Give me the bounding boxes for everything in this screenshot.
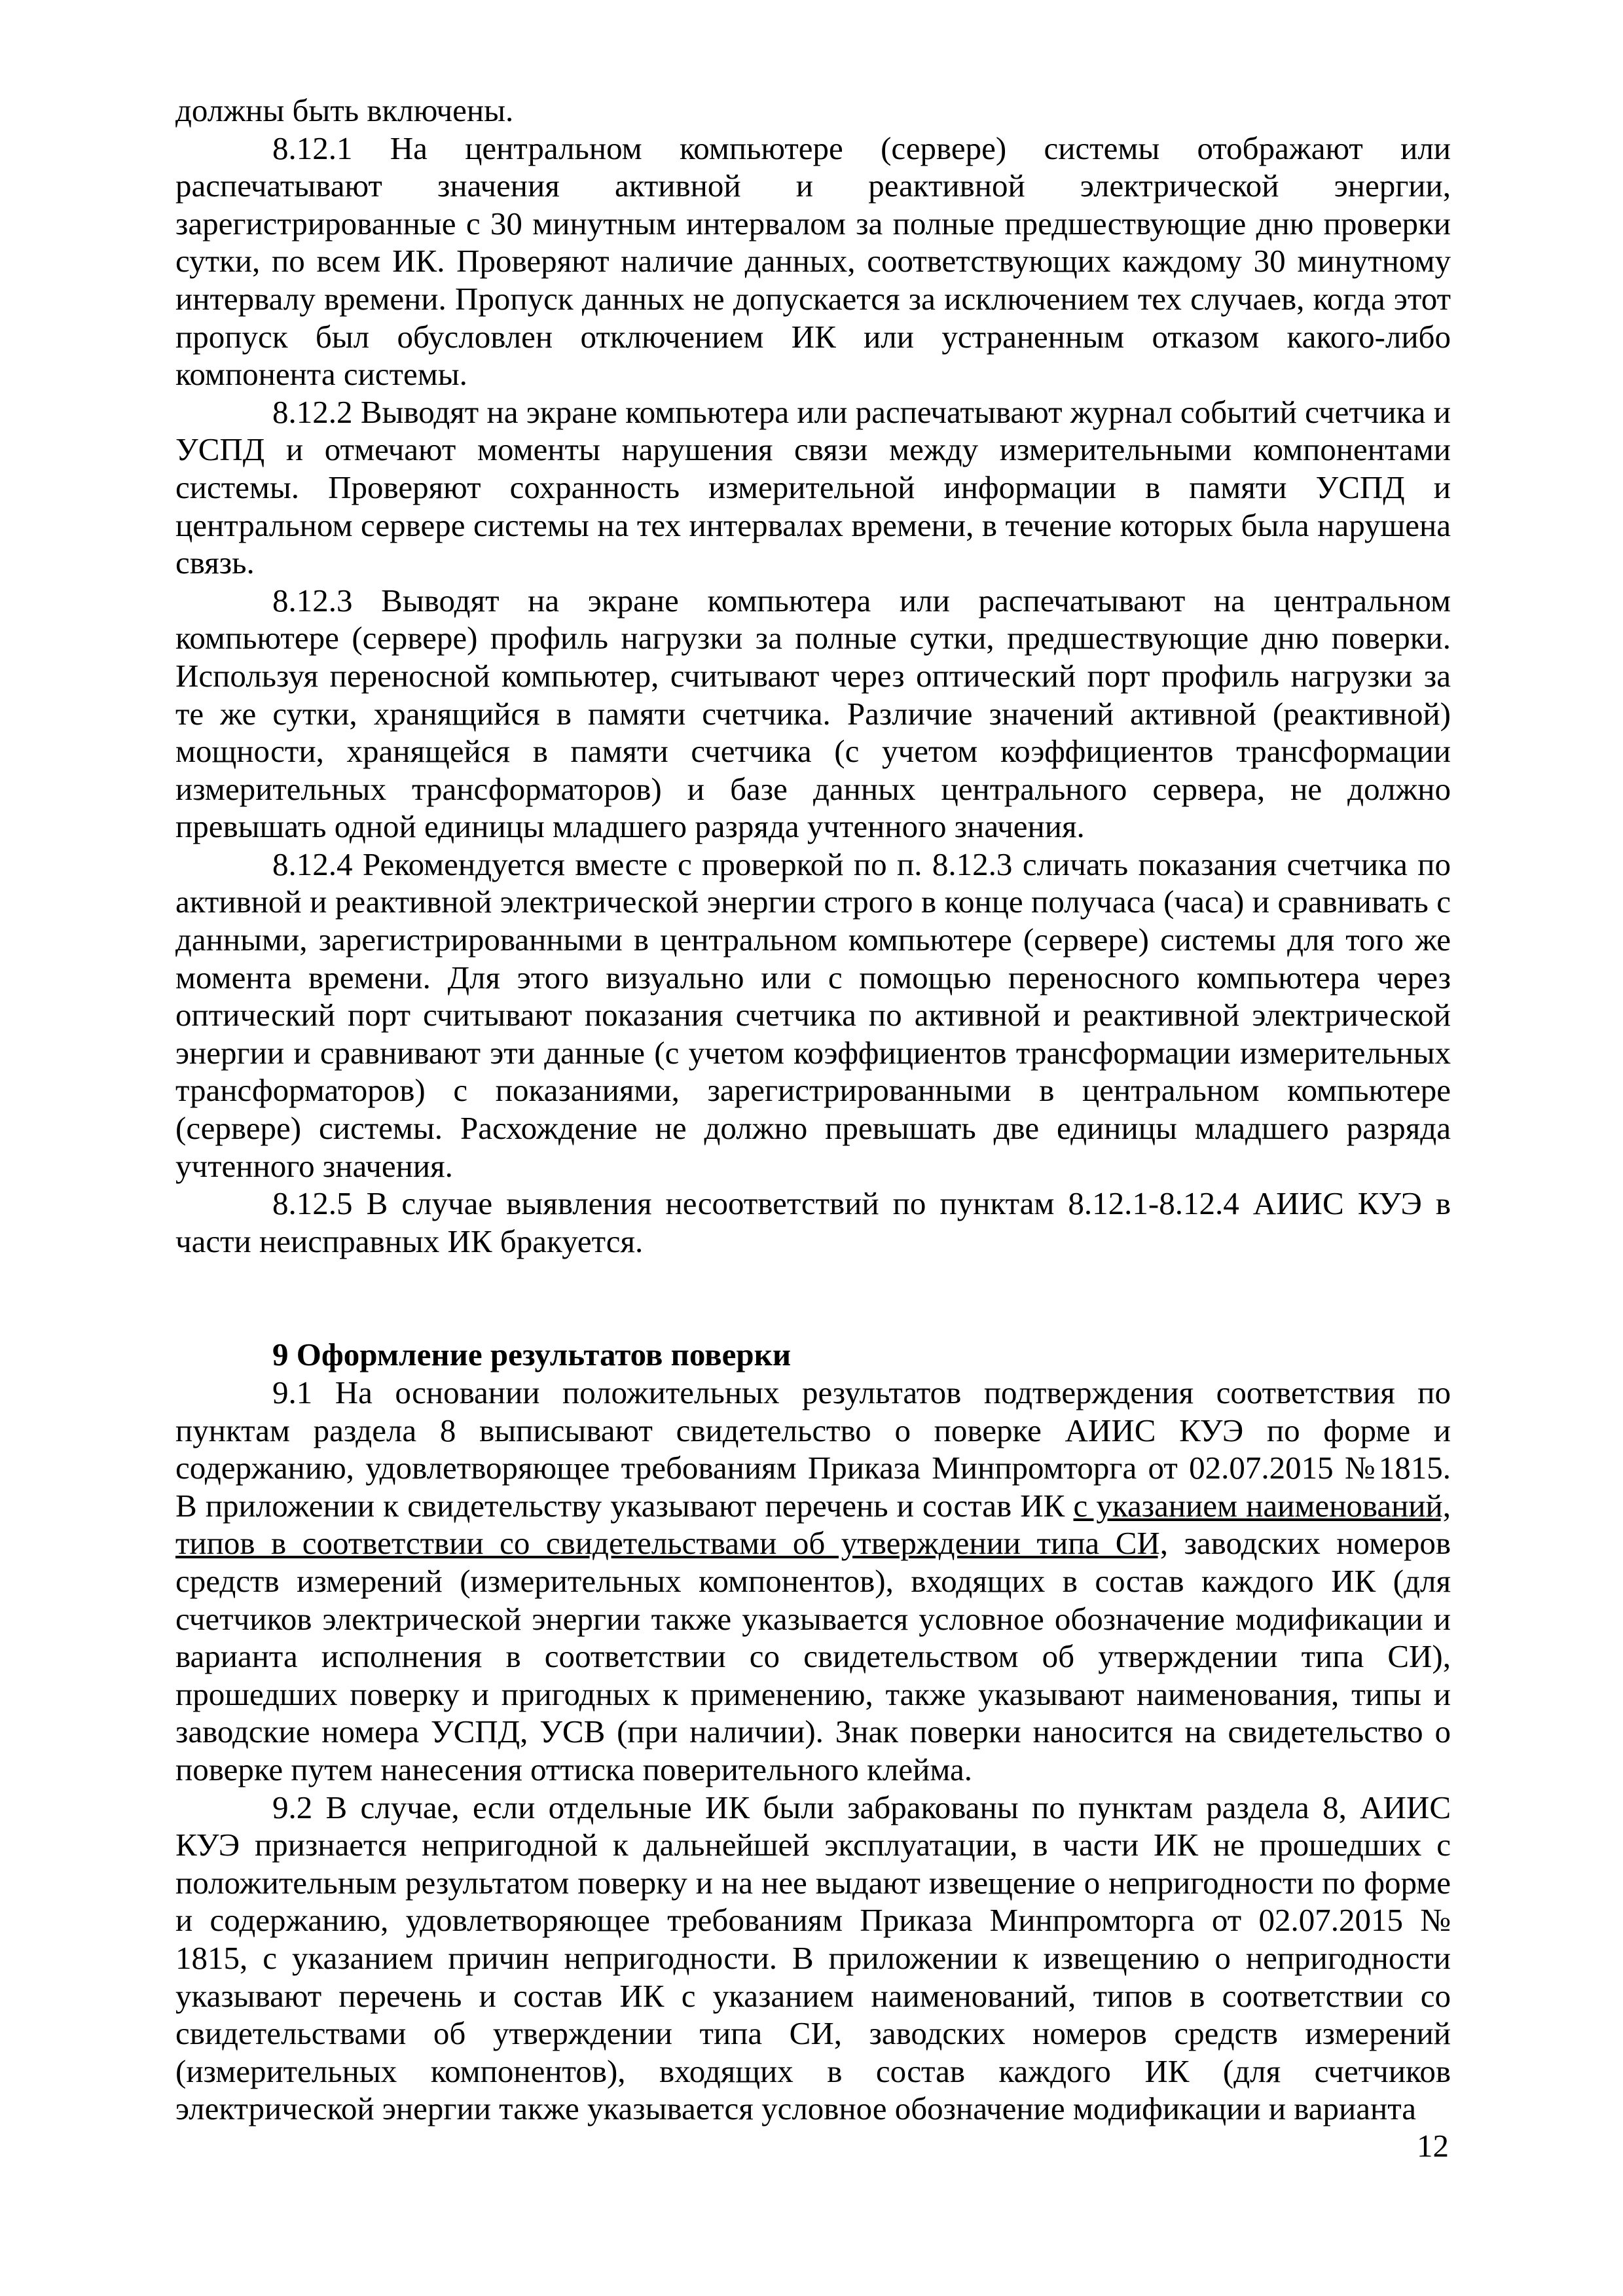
- paragraph-8-12-1: 8.12.1 На центральном компьютере (сервере) системы отображают или распечатывают значения активной и реактивной электрической энергии, зарегистрированные с 30 минутным интервалом за полные предшествующие дню проверки сутки, по всем ИК. Проверяют наличие данных, соответствующих каждому 30 минутному интервалу времени. Пропуск данных не допускается за исключением тех случаев, когда этот пропуск был обусловлен отключением ИК или устраненным отказом какого-либо компонента системы.: [175, 130, 1451, 393]
- paragraph-9-1-underlined: с указанием наименований, типов в соответствии со свидетельствами об утверждении типа СИ,: [175, 1487, 1451, 1562]
- paragraph-8-12-5: 8.12.5 В случае выявления несоответствий по пунктам 8.12.1-8.12.4 АИИС КУЭ в части неисправных ИК бракуется.: [175, 1185, 1451, 1259]
- paragraph-8-12-3: 8.12.3 Выводят на экране компьютера или распечатывают на центральном компьютере (сервере) профиль нагрузки за полные сутки, предшествующие дню поверки. Используя переносной компьютер, считывают через оптический порт профиль нагрузки за те же сутки, хранящийся в памяти счетчика. Различие значений активной (реактивной) мощности, хранящейся в памяти счетчика (с учетом коэффициентов трансформации измерительных трансформаторов) и базе данных центрального сервера, не должно превышать одной единицы младшего разряда учтенного значения.: [175, 582, 1451, 845]
- paragraph-8-12-4: 8.12.4 Рекомендуется вместе с проверкой по п. 8.12.3 сличать показания счетчика по активной и реактивной электрической энергии строго в конце получаса (часа) и сравнивать с данными, зарегистрированными в центральном компьютере (сервере) системы для того же момента времени. Для этого визуально или с помощью переносного компьютера через оптический порт считывают показания счетчика по активной и реактивной электрической энергии и сравнивают эти данные (с учетом коэффициентов трансформации измерительных трансформаторов) с показаниями, зарегистрированными в центральном компьютере (сервере) системы. Расхождение не должно превышать две единицы младшего разряда учтенного значения.: [175, 846, 1451, 1184]
- section-9-heading: 9 Оформление результатов поверки: [272, 1336, 792, 1373]
- paragraph-9-1: [175, 1374, 1451, 1789]
- paragraph-9-1-end: заводских номеров средств измерений (измерительных компонентов), входящих в состав каждого ИК (для счетчиков электрической энергии также указывается условное обозначение модификации и варианта исполнения в соответствии со свидетельством об утверждении типа СИ), прошедших поверку и пригодных к применению, также указывают наименования, типы и заводские номера УСПД, УСВ (при наличии). Знак поверки наносится на свидетельство о поверке путем нанесения оттиска поверительного клейма.: [175, 1525, 1451, 1787]
- body-text: [175, 92, 1451, 2128]
- paragraph-8-12-2: 8.12.2 Выводят на экране компьютера или распечатывают журнал событий счетчика и УСПД и отмечают моменты нарушения связи между измерительными компонентами системы. Проверяют сохранность измерительной информации в памяти УСПД и центральном сервере системы на тех интервалах времени, в течение которых была нарушена связь.: [175, 393, 1451, 581]
- paragraph-9-1-start: 9.1 На основании положительных результатов подтверждения соответствия по пунктам раздела 8 выписывают свидетельство о поверке АИИС КУЭ по форме и содержанию, удовлетворяющее требованиям Приказа Минпромторга от 02.07.2015 №1815. В приложении к свидетельству указывают перечень и состав ИК: [175, 1374, 1451, 1524]
- intro-line: должны быть включены.: [175, 92, 514, 128]
- paragraph-9-2: 9.2 В случае, если отдельные ИК были забракованы по пунктам раздела 8, АИИС КУЭ признается непригодной к дальнейшей эксплуатации, в части ИК не прошедших с положительным результатом поверку и на нее выдают извещение о непригодности по форме и содержанию, удовлетворяющее требованиям Приказа Минпромторга от 02.07.2015 № 1815, с указанием причин непригодности. В приложении к извещению о непригодности указывают перечень и состав ИК с указанием наименований, типов в соответствии со свидетельствами об утверждении типа СИ, заводских номеров средств измерений (измерительных компонентов), входящих в состав каждого ИК (для счетчиков электрической энергии также указывается условное обозначение модификации и варианта: [175, 1789, 1451, 2127]
- section-spacer: [175, 1260, 1451, 1336]
- page-number: 12: [1417, 2128, 1449, 2164]
